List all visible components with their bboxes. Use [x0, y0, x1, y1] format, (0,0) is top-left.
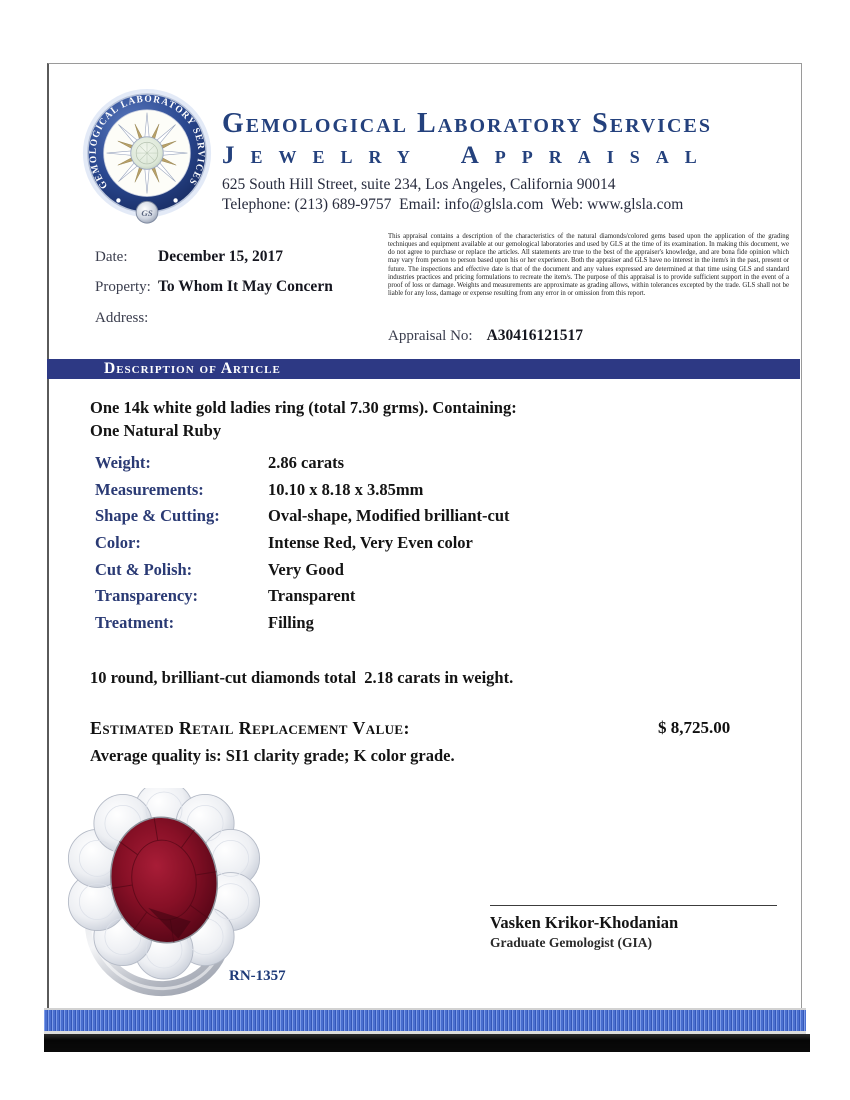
masthead: [222, 108, 797, 214]
spec-value: Transparent: [268, 586, 356, 606]
spec-value: Filling: [268, 613, 314, 633]
date-value: December 15, 2017: [158, 248, 283, 265]
date-label: Date:: [95, 249, 128, 265]
org-name: Gemological Laboratory Services: [222, 108, 712, 139]
appraiser-name: Vasken Krikor-Khodanian: [490, 913, 679, 932]
spec-label: Cut & Polish:: [95, 559, 193, 579]
article-line-1: One 14k white gold ladies ring (total 7.30 grms). Containing:: [90, 398, 517, 417]
table-row: [95, 586, 510, 613]
bottom-striped-ribbon: [44, 1008, 806, 1034]
gls-seal-logo: [78, 86, 216, 234]
spec-value: 2.86 carats: [268, 453, 345, 472]
article-line-2: One Natural Ruby: [90, 421, 222, 440]
section-title: Description of Article: [104, 360, 281, 377]
table-row: [95, 480, 510, 507]
table-row: [95, 560, 510, 587]
appraisal-number-row: [388, 327, 583, 345]
bottom-shadow-bar: [44, 1034, 810, 1052]
doc-type-title: Jewelry Appraisal: [222, 142, 713, 169]
spec-value: Intense Red, Very Even color: [268, 533, 473, 553]
spec-label: Treatment:: [95, 613, 175, 633]
diamonds-line-1: 10 round, brilliant-cut diamonds total 2.18 carats in weight.: [90, 668, 514, 687]
spec-value: Very Good: [268, 559, 344, 579]
table-row: [95, 453, 510, 480]
table-row: [95, 533, 510, 560]
section-header-bar: [47, 359, 800, 379]
property-label: Property:: [95, 279, 151, 295]
contact-line: Telephone: (213) 689-9757 Email: info@glsla.com Web: www.glsla.com: [222, 196, 684, 213]
signature-block: [490, 905, 777, 951]
spec-label: Measurements:: [95, 479, 204, 499]
appraiser-title: Graduate Gemologist (GIA): [490, 935, 652, 950]
spec-label: Weight:: [95, 453, 151, 472]
address-label: Address:: [95, 310, 149, 326]
seal-monogram: GS: [141, 208, 153, 219]
replacement-value-amount: $ 8,725.00: [658, 718, 731, 737]
seal-circular-text: GEMOLOGICAL LABORATORY SERVICES: [87, 93, 207, 191]
article-description: [90, 396, 517, 442]
appraisal-no-label: Appraisal No:: [388, 328, 473, 344]
spec-label: Shape & Cutting:: [95, 506, 220, 526]
property-value: To Whom It May Concern: [158, 278, 333, 295]
seal-starburst: [107, 113, 188, 194]
appraisal-no-value: A30416121517: [486, 327, 584, 344]
spec-value: Oval-shape, Modified brilliant-cut: [268, 506, 510, 526]
gem-spec-table: [95, 453, 510, 640]
street-address: 625 South Hill Street, suite 234, Los Angeles, California 90014: [222, 176, 616, 193]
replacement-value-label: Estimated Retail Replacement Value:: [90, 718, 410, 738]
ring-head: [68, 788, 259, 979]
spec-label: Transparency:: [95, 586, 198, 606]
table-row: [95, 506, 510, 533]
diamonds-line-2: Average quality is: SI1 clarity grade; K color grade.: [90, 746, 455, 765]
disclaimer-text: This appraisal contains a description of the characteristics of the natural diamonds/colored gems based upon the application of the grading techniques and equipment available at our gemological laboratories and used by GLS at the time of its examination. In making this document, we do not agree to purchase or replace the articles. All statements are true to the best of the appraiser's knowledge, and are bona fide opinion which may vary from person to person based upon his or her experience. Both the appraiser and GLS have no interest in the item/s in the past, present or future. The inspections and effective date is that of the document and any values expressed are determined at that time using GLS and standard industries practices and pricing formulations to recreate the item/s. The purpose of this appraisal is to provide sufficient support in the event of a proof of loss or damage. Weights and measurements are approximate as grading allows, within tolerances excepted by the trade. GLS shall not be liable for any loss, damage or expense resulting from any error in or omission from this report.: [388, 233, 789, 298]
spec-value: 10.10 x 8.18 x 3.85mm: [268, 479, 424, 499]
ring-reference-number: RN-1357: [229, 968, 286, 984]
spec-label: Color:: [95, 533, 141, 553]
